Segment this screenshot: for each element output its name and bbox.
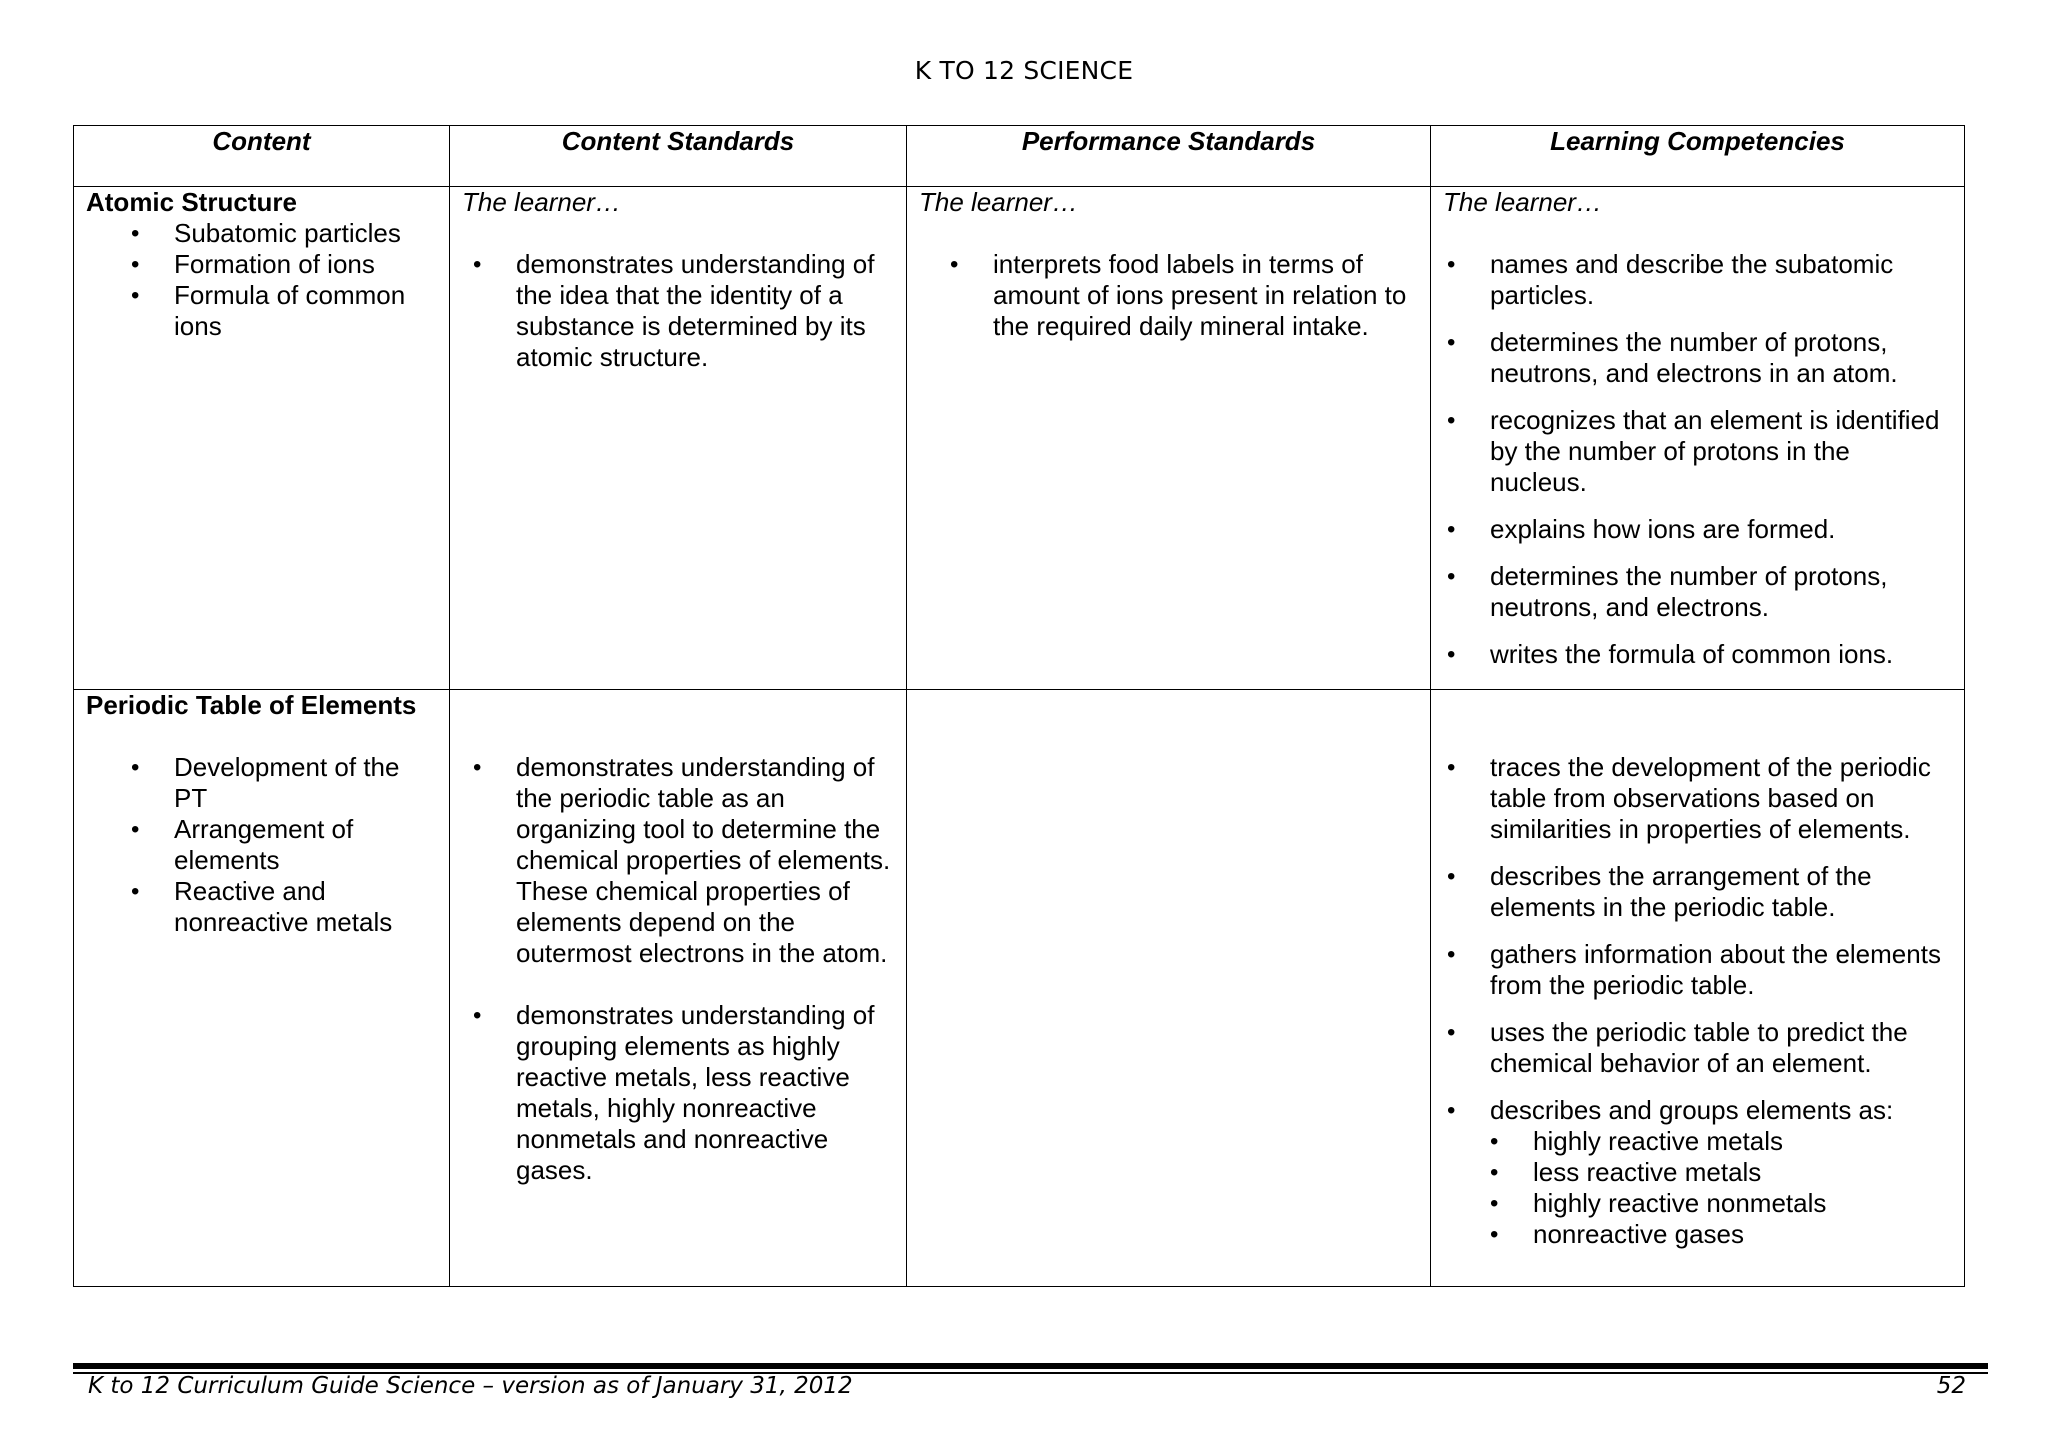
sublist-item: • less reactive metals <box>1533 1157 1952 1188</box>
list-item: • determines the number of protons, neutrons, and electrons in an atom. <box>1490 327 1952 389</box>
list-item-grouped <box>1490 1095 1952 1250</box>
content-standards-cell <box>450 187 907 690</box>
list-item: • Formula of common ions <box>174 280 437 342</box>
footer-rule-thick <box>73 1363 1988 1369</box>
table-row <box>74 690 1965 1287</box>
content-topic-list <box>86 752 437 938</box>
learning-competencies-list <box>1443 249 1952 670</box>
list-item: • uses the periodic table to predict the chemical behavior of an element. <box>1490 1017 1952 1079</box>
learning-competencies-cell <box>1431 187 1965 690</box>
list-item: • demonstrates understanding of the periodic table as an organizing tool to determine the chemical properties of elements. These chemical properties of elements depend on the outermost electrons in the atom. <box>516 752 894 969</box>
column-header-content: Content <box>74 126 450 187</box>
column-header-learning-competencies: Learning Competencies <box>1431 126 1965 187</box>
performance-standards-list <box>919 249 1418 342</box>
list-item: • demonstrates understanding of the idea that the identity of a substance is determined by its atomic structure. <box>516 249 894 373</box>
content-cell <box>74 187 450 690</box>
table-header-row <box>74 126 1965 187</box>
list-item: • describes the arrangement of the elements in the periodic table. <box>1490 861 1952 923</box>
list-item: • Formation of ions <box>174 249 437 280</box>
page-header-title: K TO 12 SCIENCE <box>914 56 1134 85</box>
performance-standards-cell <box>907 690 1431 1287</box>
sublist-item: • highly reactive metals <box>1533 1126 1952 1157</box>
group-intro: • describes and groups elements as: <box>1490 1095 1894 1125</box>
list-item: • Subatomic particles <box>174 218 437 249</box>
learner-intro: The learner… <box>462 187 621 217</box>
list-item: • Reactive and nonreactive metals <box>174 876 437 938</box>
list-item: • Arrangement of elements <box>174 814 437 876</box>
page-number: 52 <box>1936 1373 1966 1399</box>
footer-version-text: K to 12 Curriculum Guide Science – version as of January 31, 2012 <box>88 1373 853 1399</box>
list-item: • gathers information about the elements from the periodic table. <box>1490 939 1952 1001</box>
content-topic-title: Periodic Table of Elements <box>86 690 417 720</box>
column-header-content-standards: Content Standards <box>450 126 907 187</box>
performance-standards-cell <box>907 187 1431 690</box>
learner-intro: The learner… <box>919 187 1078 217</box>
learning-competencies-list <box>1443 752 1952 1250</box>
sublist-item: • nonreactive gases <box>1533 1219 1952 1250</box>
content-standards-list <box>462 249 894 373</box>
list-item: • writes the formula of common ions. <box>1490 639 1952 670</box>
list-item: • interprets food labels in terms of amount of ions present in relation to the required daily mineral intake. <box>993 249 1418 342</box>
list-item: • determines the number of protons, neutrons, and electrons. <box>1490 561 1952 623</box>
content-standards-list <box>462 752 894 1186</box>
content-topic-title: Atomic Structure <box>86 187 297 217</box>
group-sublist <box>1490 1126 1952 1250</box>
learning-competencies-cell <box>1431 690 1965 1287</box>
list-item: • traces the development of the periodic table from observations based on similarities in properties of elements. <box>1490 752 1952 845</box>
curriculum-table <box>73 125 1965 1287</box>
content-cell <box>74 690 450 1287</box>
content-topic-list <box>86 218 437 342</box>
learner-intro: The learner… <box>1443 187 1602 217</box>
list-item: • Development of the PT <box>174 752 437 814</box>
content-standards-cell <box>450 690 907 1287</box>
table-row <box>74 187 1965 690</box>
column-header-performance-standards: Performance Standards <box>907 126 1431 187</box>
list-item: • demonstrates understanding of grouping elements as highly reactive metals, less reactive metals, highly nonreactive nonmetals and nonreactive gases. <box>516 1000 894 1186</box>
list-item: • recognizes that an element is identified by the number of protons in the nucleus. <box>1490 405 1952 498</box>
list-item: • explains how ions are formed. <box>1490 514 1952 545</box>
list-item: • names and describe the subatomic particles. <box>1490 249 1952 311</box>
sublist-item: • highly reactive nonmetals <box>1533 1188 1952 1219</box>
